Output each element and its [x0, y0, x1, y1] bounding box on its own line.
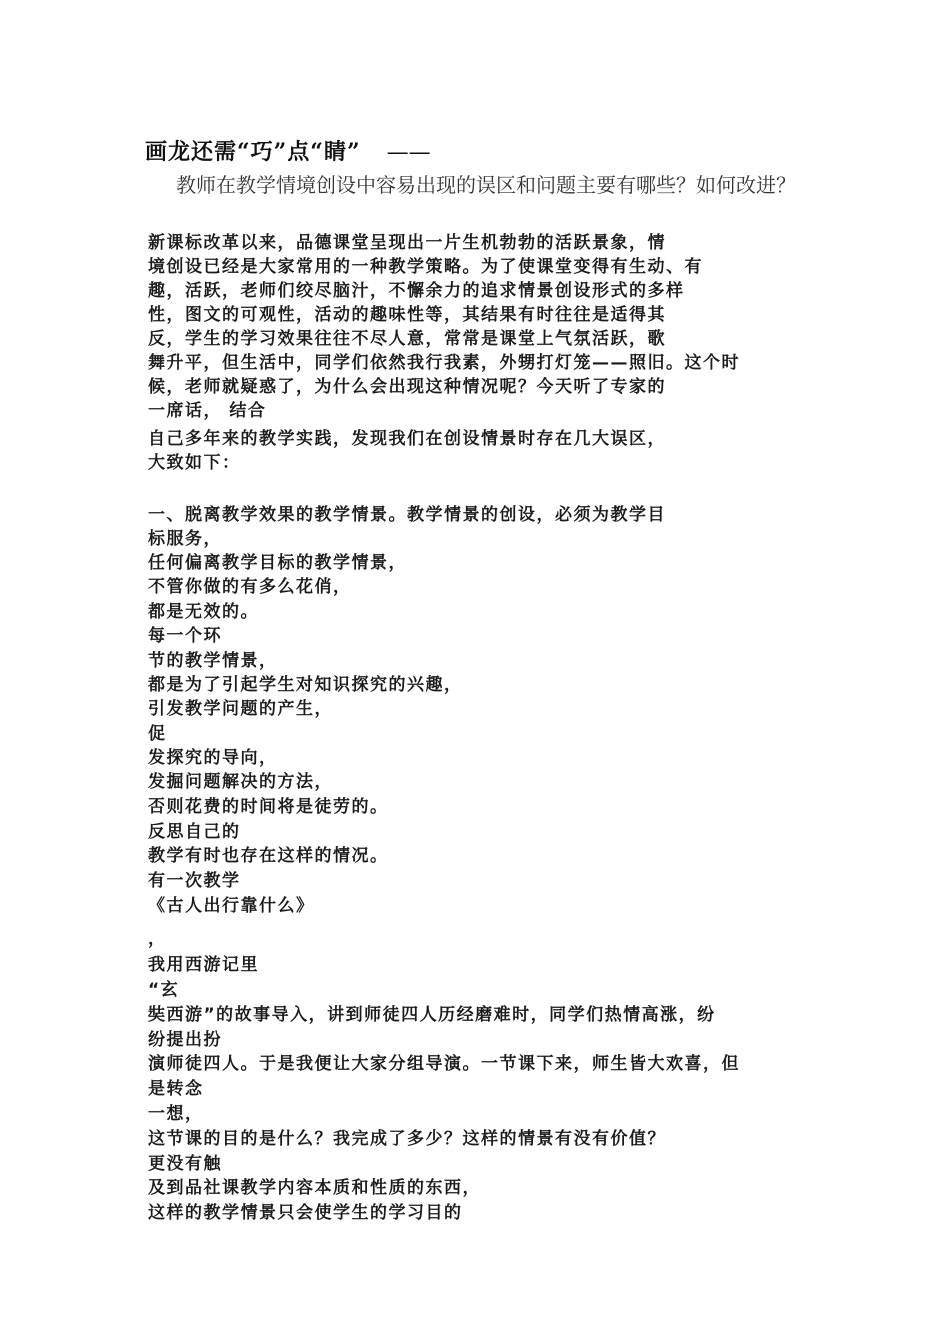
body-line: 候，老师就疑惑了，为什么会出现这种情况呢？今天听了专家的 [148, 377, 666, 397]
body-line: 反，学生的学习效果往往不尽人意，常常是课堂上气氛活跃，歌 [148, 329, 666, 349]
document-subtitle: 教师在教学情境创设中容易出现的误区和问题主要有哪些？如何改进？ [176, 173, 796, 197]
body-line: 这节课的目的是什么？我完成了多少？这样的情景有没有价值？ [148, 1129, 666, 1149]
body-line: 性，图文的可观性，活动的趣味性等，其结果有时往往是适得其 [148, 305, 666, 325]
body-line: 引发教学问题的产生， [148, 699, 333, 719]
body-line: 一、脱离教学效果的教学情景。教学情景的创设，必须为教学目 [148, 505, 666, 525]
body-line: 任何偏离教学目标的教学情景， [148, 553, 407, 573]
body-line: 我用西游记里 [148, 955, 259, 975]
body-line: 《古人出行靠什么》 [148, 896, 315, 916]
body-line: 教学有时也存在这样的情况。 [148, 846, 389, 866]
body-line: 及到品社课教学内容本质和性质的东西， [148, 1178, 481, 1198]
body-line: 一想， [148, 1104, 204, 1124]
document-title [145, 135, 431, 166]
body-line: 这样的教学情景只会使学生的学习目的 [148, 1203, 463, 1223]
title-dash: —— [386, 140, 431, 165]
body-line: 否则花费的时间将是徒劳的。 [148, 797, 389, 817]
body-line: 新课标改革以来，品德课堂呈现出一片生机勃勃的活跃景象，情 [148, 233, 666, 253]
body-line: 发掘问题解决的方法， [148, 772, 333, 792]
body-line: 节的教学情景， [148, 651, 278, 671]
body-line: 奘西游”的故事导入，讲到师徒四人历经磨难时，同学们热情高涨，纷 [148, 1005, 716, 1025]
body-line: “玄 [148, 980, 180, 1000]
body-line: 是转念 [148, 1079, 204, 1099]
body-line: 大致如下： [148, 453, 241, 473]
body-line: 趣，活跃，老师们绞尽脑汁，不懈余力的追求情景创设形式的多样 [148, 281, 685, 301]
body-line: 演师徒四人。于是我便让大家分组导演。一节课下来，师生皆大欢喜，但 [148, 1054, 740, 1074]
body-line: 反思自己的 [148, 822, 241, 842]
body-line: 纷提出扮 [148, 1030, 222, 1050]
body-line: 有一次教学 [148, 871, 241, 891]
body-line: 境创设已经是大家常用的一种教学策略。为了使课堂变得有生动、有 [148, 257, 703, 277]
body-line: 标服务， [148, 529, 222, 549]
body-line: 自己多年来的教学实践，发现我们在创设情景时存在几大误区， [148, 429, 666, 449]
body-line: 发探究的导向， [148, 748, 278, 768]
body-line: 都是为了引起学生对知识探究的兴趣， [148, 675, 463, 695]
body-line: 促 [148, 724, 167, 744]
title-text: 画龙还需“巧”点“睛” [145, 139, 361, 165]
body-line: 每一个环 [148, 626, 222, 646]
body-line: ， [148, 929, 167, 949]
body-line: 更没有触 [148, 1154, 222, 1174]
body-line: 舞升平，但生活中，同学们依然我行我素，外甥打灯笼——照旧。这个时 [148, 353, 740, 373]
body-line: 一席话， 结合 [148, 401, 267, 421]
body-line: 都是无效的。 [148, 602, 259, 622]
body-line: 不管你做的有多么花俏， [148, 577, 352, 597]
